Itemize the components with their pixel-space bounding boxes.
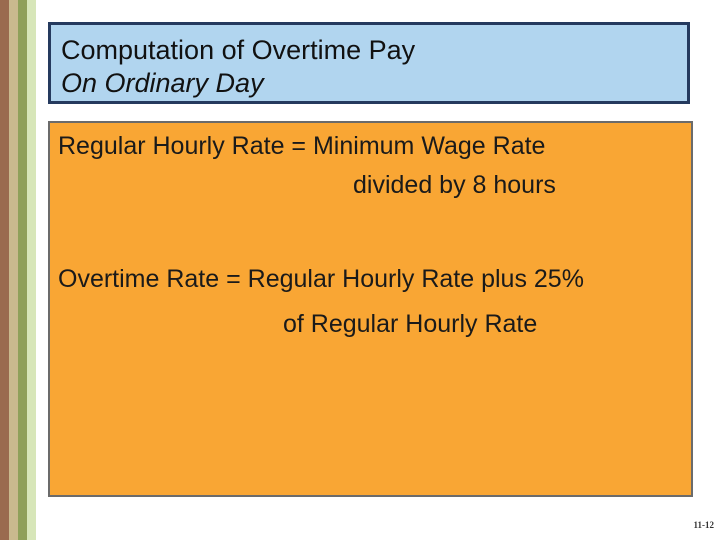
slide-number: 11-12: [693, 520, 714, 530]
stripe-olive: [18, 0, 27, 540]
slide-title-box: [48, 22, 690, 104]
slide-content-box: [48, 121, 693, 497]
slide-title: Computation of Overtime Pay: [61, 35, 416, 65]
stripe-brown: [0, 0, 9, 540]
stripe-light-green: [27, 0, 36, 540]
regular-rate-formula-continued: divided by 8 hours: [353, 171, 556, 199]
slide-subtitle: On Ordinary Day: [61, 68, 264, 98]
overtime-rate-formula-continued: of Regular Hourly Rate: [283, 310, 538, 338]
stripe-tan: [9, 0, 18, 540]
overtime-rate-formula: Overtime Rate = Regular Hourly Rate plus 25%: [58, 265, 584, 293]
regular-rate-formula: Regular Hourly Rate = Minimum Wage Rate: [58, 132, 546, 160]
decorative-side-stripes: [0, 0, 36, 540]
